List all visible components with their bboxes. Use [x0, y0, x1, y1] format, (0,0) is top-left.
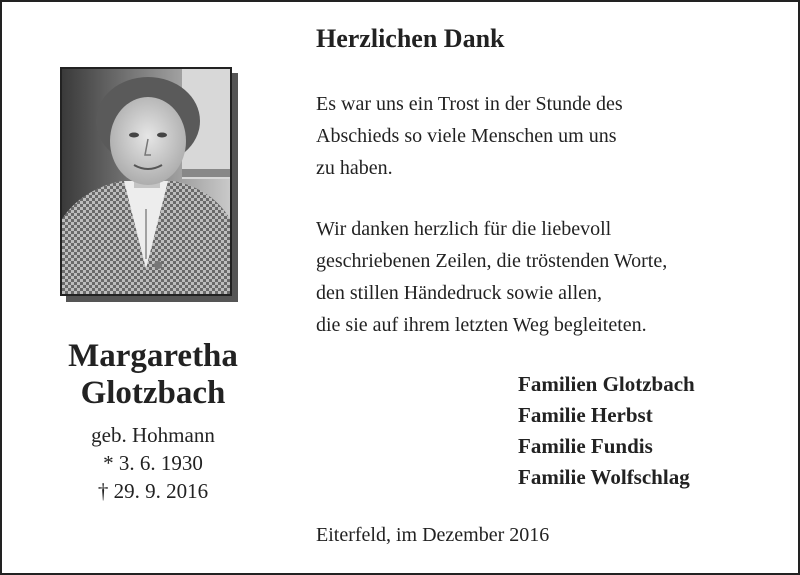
- paragraph-line: Abschieds so viele Menschen um uns: [316, 125, 617, 147]
- thanks-paragraph-1: [316, 88, 623, 184]
- portrait-image: [60, 67, 232, 296]
- paragraph-line: zu haben.: [316, 157, 393, 179]
- portrait-photo: [60, 67, 232, 296]
- life-dates: [30, 421, 276, 505]
- paragraph-line: Es war uns ein Trost in der Stunde des: [316, 93, 623, 115]
- family-name: Familie Fundis: [518, 434, 653, 458]
- paragraph-line: den stillen Händedruck sowie allen,: [316, 282, 603, 304]
- thanks-paragraph-2: [316, 213, 667, 341]
- family-name: Familie Wolfschlag: [518, 465, 690, 489]
- deceased-name: [30, 338, 276, 412]
- family-name: Familie Herbst: [518, 403, 653, 427]
- birth-date: * 3. 6. 1930: [103, 451, 203, 475]
- death-date: † 29. 9. 2016: [97, 479, 209, 503]
- maiden-name: geb. Hohmann: [91, 423, 215, 447]
- paragraph-line: Wir danken herzlich für die liebevoll: [316, 218, 612, 240]
- portrait-illustration: [62, 69, 230, 294]
- paragraph-line: die sie auf ihrem letzten Weg begleiteten.: [316, 314, 647, 336]
- place-and-date: Eiterfeld, im Dezember 2016: [316, 524, 550, 546]
- notice-heading: Herzlichen Dank: [316, 24, 505, 53]
- last-name: Glotzbach: [80, 375, 226, 411]
- paragraph-line: geschriebenen Zeilen, die tröstenden Worte,: [316, 250, 668, 272]
- family-signatures: [518, 369, 695, 493]
- first-name: Margaretha: [68, 338, 238, 374]
- family-name: Familien Glotzbach: [518, 372, 695, 396]
